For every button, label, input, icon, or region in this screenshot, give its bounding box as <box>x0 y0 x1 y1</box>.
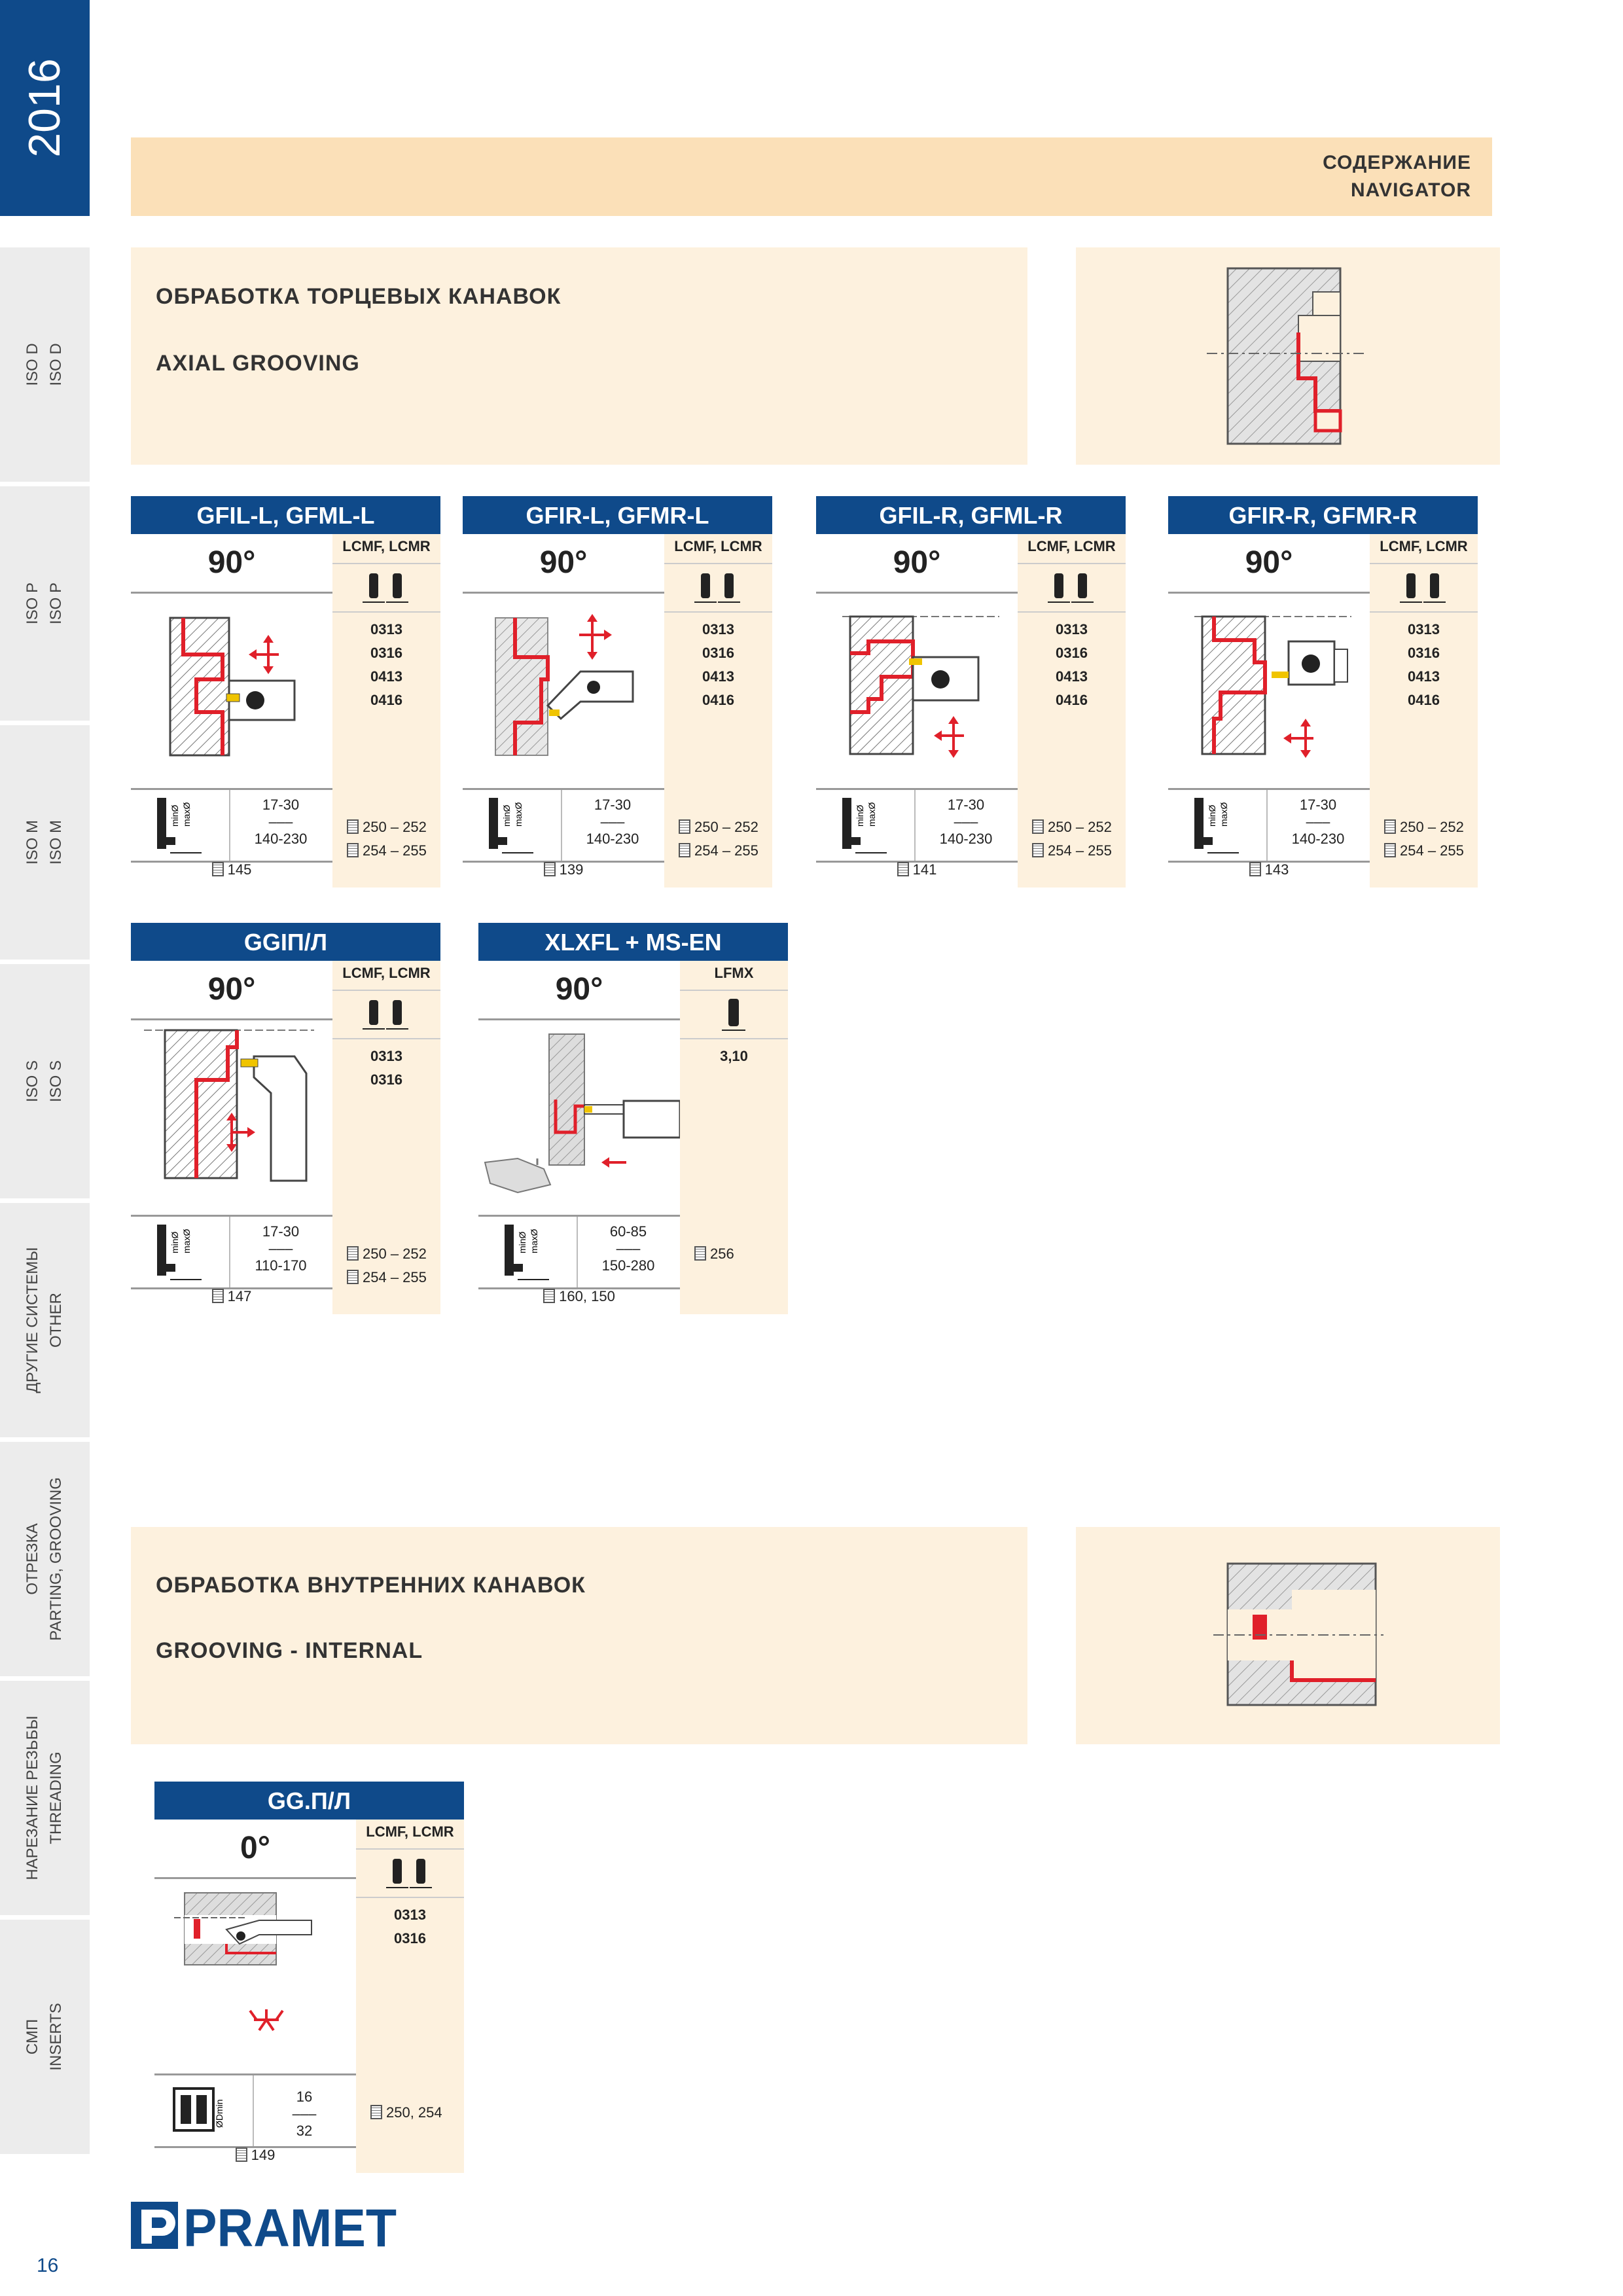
book-icon <box>347 843 359 857</box>
book-icon <box>370 2105 382 2119</box>
holder-page-ref[interactable] <box>816 861 1018 878</box>
tab-label-ru: НАРЕЗАНИЕ РЕЗЬБЫ <box>24 1715 41 1880</box>
insert-page: 250 – 252 <box>363 819 427 835</box>
section-internal-grooving <box>131 1527 1027 1744</box>
insert-page: 254 – 255 <box>363 1269 427 1285</box>
min-diameter-label: minØ <box>517 1231 527 1253</box>
book-icon <box>544 862 556 876</box>
holder-page-ref[interactable] <box>154 2147 356 2164</box>
book-icon <box>543 1289 555 1303</box>
insert-size[interactable]: 0316 <box>370 1071 402 1088</box>
diameter-range-icon <box>131 1217 230 1287</box>
sidebar-tab-iso-s[interactable] <box>0 964 90 1198</box>
book-icon <box>1032 819 1044 834</box>
sidebar-tab-inserts[interactable] <box>0 1920 90 2154</box>
insert-size[interactable]: 3,10 <box>720 1048 748 1064</box>
dim-max: 140-230 <box>939 831 993 847</box>
section-internal-diagram-box <box>1076 1527 1500 1744</box>
dmin-icon <box>154 2075 254 2146</box>
dim-min: 17-30 <box>262 797 300 813</box>
insert-type: LCMF, LCMR <box>366 1823 454 1840</box>
insert-page: 254 – 255 <box>1400 842 1464 859</box>
sidebar <box>0 0 90 2296</box>
insert-icon <box>356 1848 464 1898</box>
holder-page-number: 143 <box>1264 861 1289 878</box>
insert-icon <box>1370 563 1478 613</box>
sidebar-tab-parting[interactable] <box>0 1442 90 1676</box>
insert-page: 256 <box>710 1246 734 1262</box>
insert-page-refs[interactable] <box>1370 816 1478 863</box>
min-diameter-label: minØ <box>1207 804 1217 827</box>
dmin-label: ØDmin <box>214 2099 224 2128</box>
insert-column <box>332 961 440 1314</box>
insert-type: LCMF, LCMR <box>1380 538 1468 554</box>
insert-size[interactable]: 0313 <box>394 1907 426 1923</box>
book-icon <box>347 1270 359 1284</box>
holder-drawing <box>478 1021 680 1215</box>
section-axial-grooving <box>131 247 1027 465</box>
book-icon <box>1384 843 1396 857</box>
diameter-range-icon <box>816 790 916 861</box>
tab-label-ru: ДРУГИЕ СИСТЕМЫ <box>24 1247 41 1393</box>
insert-page: 254 – 255 <box>1048 842 1112 859</box>
insert-sizes <box>664 618 772 712</box>
dim-min: 17-30 <box>947 797 985 813</box>
insert-size[interactable]: 0316 <box>394 1930 426 1946</box>
insert-sizes <box>680 1045 788 1068</box>
dim-min: 17-30 <box>1299 797 1337 813</box>
insert-size[interactable]: 0313 <box>1408 621 1440 637</box>
pramet-logo <box>131 2198 399 2253</box>
approach-angle: 90° <box>131 534 332 594</box>
book-icon <box>347 819 359 834</box>
max-diameter-label: maxØ <box>181 802 192 827</box>
insert-icon <box>664 563 772 613</box>
holder-page-ref[interactable] <box>463 861 664 878</box>
approach-angle: 90° <box>131 961 332 1020</box>
dim-separator: ––– <box>616 1240 641 1257</box>
tab-label-en: INSERTS <box>47 2003 65 2071</box>
approach-angle: 0° <box>154 1820 356 1879</box>
insert-size[interactable]: 0316 <box>370 645 402 661</box>
book-icon <box>1032 843 1044 857</box>
card-title: GG.П/Л <box>154 1782 464 1820</box>
tool-card-gfil-r[interactable] <box>816 496 1126 888</box>
dim-separator: ––– <box>954 814 978 830</box>
holder-page-ref[interactable] <box>478 1288 680 1305</box>
dim-min: 17-30 <box>594 797 632 813</box>
diameter-range <box>1168 788 1370 863</box>
tab-label-ru: ОТРЕЗКА <box>24 1523 41 1595</box>
diameter-range <box>131 1215 332 1289</box>
dim-min: 17-30 <box>262 1223 300 1240</box>
holder-page-number: 139 <box>559 861 584 878</box>
insert-page-refs[interactable] <box>332 816 440 863</box>
tab-label-ru: ISO P <box>24 582 41 625</box>
diameter-range <box>816 788 1018 863</box>
sidebar-tab-iso-p[interactable] <box>0 486 90 721</box>
tab-label-en: ISO D <box>47 343 65 386</box>
dim-max: 140-230 <box>254 831 308 847</box>
holder-page-number: 160, 150 <box>559 1288 615 1304</box>
page-number: 16 <box>37 2255 59 2276</box>
insert-size[interactable]: 0313 <box>702 621 734 637</box>
insert-icon <box>1018 563 1126 613</box>
insert-column <box>680 961 788 1314</box>
insert-icon <box>680 990 788 1039</box>
holder-page-ref[interactable] <box>1168 861 1370 878</box>
insert-size[interactable]: 0416 <box>1408 692 1440 708</box>
header-title-en: NAVIGATOR <box>1350 179 1471 201</box>
insert-size[interactable]: 0416 <box>702 692 734 708</box>
insert-column <box>1018 534 1126 888</box>
insert-page: 250 – 252 <box>1400 819 1464 835</box>
dim-max: 140-230 <box>586 831 639 847</box>
insert-size[interactable]: 0413 <box>1056 668 1088 685</box>
internal-grooving-diagram <box>1076 1527 1500 1744</box>
insert-page: 250 – 252 <box>1048 819 1112 835</box>
sidebar-tab-iso-m[interactable] <box>0 725 90 960</box>
diameter-range-icon <box>1168 790 1268 861</box>
tab-label-ru: СМП <box>24 2018 41 2055</box>
max-diameter-label: maxØ <box>529 1229 539 1253</box>
holder-page-ref[interactable] <box>131 861 332 878</box>
dim-max: 140-230 <box>1291 831 1345 847</box>
insert-sizes <box>356 1903 464 1950</box>
tab-label-en: ISO M <box>47 819 65 865</box>
insert-column <box>332 534 440 888</box>
dim-max: 110-170 <box>255 1257 307 1274</box>
book-icon <box>212 862 224 876</box>
insert-column <box>664 534 772 888</box>
section-axial-diagram-box <box>1076 247 1500 465</box>
min-diameter-label: minØ <box>501 804 512 827</box>
diameter-range <box>463 788 664 863</box>
tab-label-en: ISO S <box>47 1060 65 1103</box>
tab-label-en: PARTING, GROOVING <box>47 1477 65 1641</box>
sidebar-tab-other[interactable] <box>0 1203 90 1437</box>
min-diameter-label: minØ <box>169 1231 180 1253</box>
dim-separator: ––– <box>268 814 293 830</box>
diameter-range-icon <box>478 1217 578 1287</box>
insert-size[interactable]: 0413 <box>1408 668 1440 685</box>
insert-page-refs[interactable] <box>680 1242 788 1266</box>
navigator-header <box>131 137 1492 216</box>
holder-page-number: 145 <box>227 861 252 878</box>
insert-sizes <box>332 618 440 712</box>
insert-page-refs[interactable] <box>664 816 772 863</box>
insert-size[interactable]: 0313 <box>370 621 402 637</box>
holder-page-number: 141 <box>912 861 937 878</box>
insert-column <box>1370 534 1478 888</box>
insert-sizes <box>1370 618 1478 712</box>
card-title: GFIL-R, GFML-R <box>816 496 1126 534</box>
book-icon <box>1249 862 1261 876</box>
section-title-ru: ОБРАБОТКА ВНУТРЕННИХ КАНАВОК <box>156 1573 586 1598</box>
dim-min: 60-85 <box>609 1223 647 1240</box>
book-icon <box>897 862 909 876</box>
card-title: GFIR-L, GFMR-L <box>463 496 772 534</box>
tool-card-gg[interactable] <box>154 1782 464 2173</box>
book-icon <box>1384 819 1396 834</box>
dim-max: 32 <box>296 2123 313 2139</box>
insert-icon <box>332 990 440 1039</box>
holder-drawing <box>131 594 332 788</box>
insert-sizes <box>332 1045 440 1092</box>
holder-drawing <box>1168 594 1370 788</box>
card-title: GFIL-L, GFML-L <box>131 496 440 534</box>
header-title-ru: СОДЕРЖАНИЕ <box>1323 152 1471 173</box>
insert-size[interactable]: 0413 <box>370 668 402 685</box>
section-title-en: GROOVING - INTERNAL <box>156 1638 423 1663</box>
diameter-range <box>131 788 332 863</box>
holder-drawing <box>131 1021 332 1215</box>
tab-label-en: OTHER <box>47 1293 65 1348</box>
approach-angle: 90° <box>463 534 664 594</box>
insert-size[interactable]: 0416 <box>370 692 402 708</box>
insert-size[interactable]: 0413 <box>702 668 734 685</box>
book-icon <box>694 1246 706 1261</box>
insert-page: 250 – 252 <box>694 819 758 835</box>
sidebar-tab-iso-d[interactable] <box>0 247 90 482</box>
holder-drawing <box>154 1880 356 2073</box>
tab-label-en: THREADING <box>47 1751 65 1844</box>
card-title: XLXFL + MS-EN <box>478 923 788 961</box>
dim-min: 16 <box>296 2089 313 2105</box>
max-diameter-label: maxØ <box>513 802 524 827</box>
insert-size[interactable]: 0313 <box>370 1048 402 1064</box>
sidebar-tab-threading[interactable] <box>0 1681 90 1915</box>
tab-label-ru: ISO S <box>24 1060 41 1103</box>
holder-page-number: 149 <box>251 2147 276 2163</box>
tab-label-ru: ISO M <box>24 819 41 865</box>
max-diameter-label: maxØ <box>866 802 877 827</box>
insert-page-refs[interactable] <box>1018 816 1126 863</box>
diameter-range <box>478 1215 680 1289</box>
insert-icon <box>332 563 440 613</box>
year-label: 2016 <box>20 58 69 158</box>
holder-page-ref[interactable] <box>131 1288 332 1305</box>
max-diameter-label: maxØ <box>1219 802 1229 827</box>
insert-size[interactable]: 0316 <box>1408 645 1440 661</box>
insert-type: LCMF, LCMR <box>342 538 431 554</box>
insert-page: 250, 254 <box>386 2104 442 2121</box>
insert-page: 254 – 255 <box>694 842 758 859</box>
min-diameter-label: minØ <box>855 804 865 827</box>
logo-text: PRAMET <box>183 2198 397 2253</box>
book-icon <box>347 1246 359 1261</box>
diameter-range-icon <box>131 790 230 861</box>
approach-angle: 90° <box>816 534 1018 594</box>
tool-card-gfir-r[interactable] <box>1168 496 1478 888</box>
approach-angle: 90° <box>1168 534 1370 594</box>
book-icon <box>679 819 690 834</box>
holder-page-number: 147 <box>227 1288 252 1304</box>
min-diameter-label: minØ <box>169 804 180 827</box>
insert-size[interactable]: 0316 <box>1056 645 1088 661</box>
insert-type: LCMF, LCMR <box>674 538 762 554</box>
dim-separator: ––– <box>268 1240 293 1257</box>
insert-size[interactable]: 0416 <box>1056 692 1088 708</box>
axial-grooving-diagram <box>1076 247 1500 465</box>
tab-label-ru: ISO D <box>24 343 41 386</box>
insert-sizes <box>1018 618 1126 712</box>
holder-drawing <box>463 594 664 788</box>
tool-card-gfil-l[interactable] <box>131 496 440 888</box>
insert-size[interactable]: 0313 <box>1056 621 1088 637</box>
section-title-ru: ОБРАБОТКА ТОРЦЕВЫХ КАНАВОК <box>156 284 562 309</box>
insert-column <box>356 1820 464 2173</box>
dim-separator: ––– <box>292 2106 317 2122</box>
insert-size[interactable]: 0316 <box>702 645 734 661</box>
tool-card-ggi[interactable] <box>131 923 440 1314</box>
holder-drawing <box>816 594 1018 788</box>
card-title: GGIП/Л <box>131 923 440 961</box>
dim-separator: ––– <box>1306 814 1330 830</box>
approach-angle: 90° <box>478 961 680 1020</box>
insert-type: LFMX <box>714 965 754 981</box>
insert-page-refs[interactable] <box>356 2101 464 2125</box>
book-icon <box>212 1289 224 1303</box>
tool-card-gfir-l[interactable] <box>463 496 772 888</box>
max-diameter-label: maxØ <box>181 1229 192 1253</box>
insert-type: LCMF, LCMR <box>342 965 431 981</box>
diameter-range-icon <box>463 790 562 861</box>
section-title-en: AXIAL GROOVING <box>156 351 360 376</box>
insert-page: 250 – 252 <box>363 1246 427 1262</box>
insert-page: 254 – 255 <box>363 842 427 859</box>
book-icon <box>679 843 690 857</box>
insert-type: LCMF, LCMR <box>1027 538 1116 554</box>
year-tab[interactable] <box>0 0 90 216</box>
book-icon <box>236 2147 247 2162</box>
dim-max: 150-280 <box>601 1257 655 1274</box>
insert-page-refs[interactable] <box>332 1242 440 1289</box>
card-title: GFIR-R, GFMR-R <box>1168 496 1478 534</box>
dim-separator: ––– <box>600 814 625 830</box>
tool-card-xlxfl[interactable] <box>478 923 788 1314</box>
diameter-range <box>154 2073 356 2148</box>
tab-label-en: ISO P <box>47 582 65 625</box>
